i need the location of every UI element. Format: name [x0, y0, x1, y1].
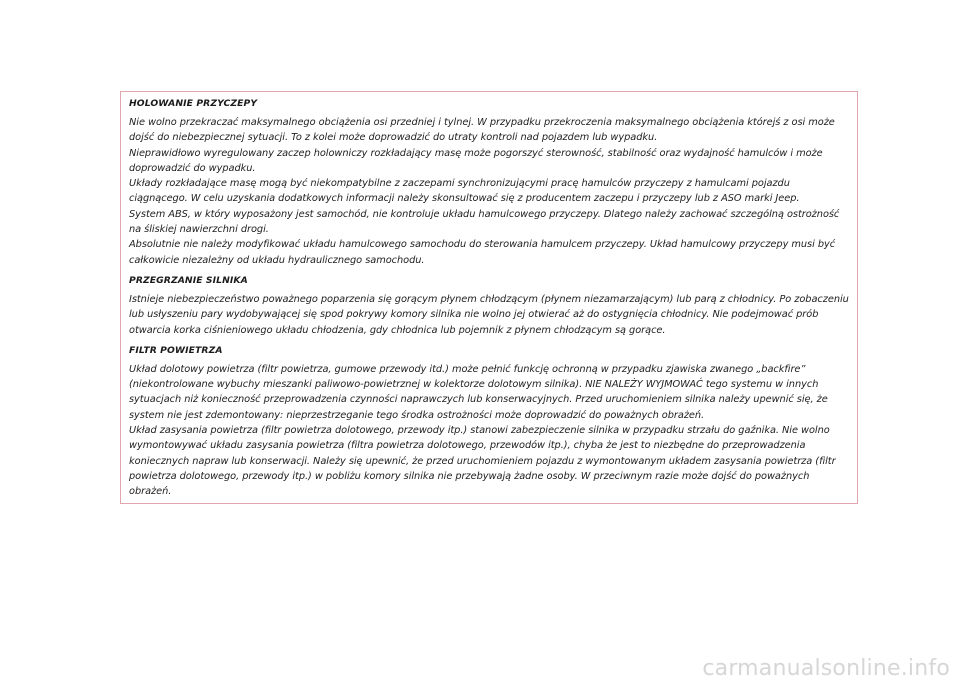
watermark-text: carmanualsonline.info: [702, 656, 950, 681]
section-air-filter: [129, 345, 849, 500]
section-engine-overheating: [129, 275, 849, 338]
paragraph: Istnieje niebezpieczeństwo poważnego poparzenia się gorącym płynem chłodzącym (płynem niezamarzającym) lub parą z chłodnicy. Po zobaczeniu lub usłyszeniu pary wydobywającej się spod pokrywy komory silnika nie wolno jej otwierać aż do ostygnięcia chłodnicy. Nie podejmować prób otwarcia korka ciśnieniowego układu chłodzenia, gdy chłodnica lub pojemnik z płynem chłodzącym są gorące.: [129, 293, 849, 336]
section-heading: FILTR POWIETRZA: [129, 344, 223, 356]
paragraph: Nie wolno przekraczać maksymalnego obciążenia osi przedniej i tylnej. W przypadku przekroczenia maksymalnego obciążenia którejś z osi może dojść do niebezpiecznej sytuacji. To z kolei może doprowadzić do utraty kontroli nad pojazdem lub wypadku.: [129, 117, 835, 144]
paragraph: System ABS, w który wyposażony jest samochód, nie kontroluje układu hamulcowego przyczepy. Dlatego należy zachować szczególną ostrożność na śliskiej nawierzchni drogi.: [129, 208, 840, 236]
section-heading: HOLOWANIE PRZYCZEPY: [129, 98, 258, 109]
paragraph: Układ dolotowy powietrza (filtr powietrza, gumowe przewody itd.) może pełnić funkcję ochronną w przypadku zjawiska zwanego „backfire” (niekontrolowane wybuchy mieszanki paliwowo-powietrznej w kolektorze dolotowym silnika). NIE NALEŻY WYJMOWAĆ tego systemu w innych sytuacjach niż konieczność przeprowadzenia czynności naprawczych lub konserwacyjnych. Przed uruchomieniem silnika należy upewnić się, że system nie jest zdemontowany: nieprzestrzeganie tego środka ostrożności może doprowadzić do poważnych obrażeń.: [129, 363, 828, 421]
section-towing: [129, 98, 849, 268]
paragraph: Absolutnie nie należy modyfikować układu hamulcowego samochodu do sterowania hamulcem przyczepy. Układ hamulcowy przyczepy musi być całkowicie niezależny od układu hydraulicznego samochodu.: [129, 239, 836, 266]
warning-box: [120, 91, 858, 504]
paragraph: Układy rozkładające masę mogą być niekompatybilne z zaczepami synchronizującymi pracę hamulców przyczepy z hamulcami pojazdu ciągnącego. W celu uzyskania dodatkowych informacji należy skonsultować się z producentem zaczepu i przyczepy lub z ASO marki Jeep.: [129, 178, 800, 205]
paragraph: Układ zasysania powietrza (filtr powietrza dolotowego, przewody itp.) stanowi zabezpieczenie silnika w przypadku strzału do gaźnika. Nie wolno wymontowywać układu zasysania powietrza (filtra powietrza dolotowego, przewodów itp.), chyba że jest to niezbędne do przeprowadzenia koniecznych napraw lub konserwacji. Należy się upewnić, że przed uruchomieniem pojazdu z wymontowanym układem zasysania powietrza (filtr powietrza dolotowego, przewody itp.) w pobliżu komory silnika nie przebywają żadne osoby. W przeciwnym razie może dojść do poważnych obrażeń.: [129, 425, 836, 498]
section-heading: PRZEGRZANIE SILNIKA: [129, 274, 248, 286]
paragraph: Nieprawidłowo wyregulowany zaczep holowniczy rozkładający masę może pogorszyć sterowność, stabilność oraz wydajność hamulców i może doprowadzić do wypadku.: [129, 147, 823, 174]
